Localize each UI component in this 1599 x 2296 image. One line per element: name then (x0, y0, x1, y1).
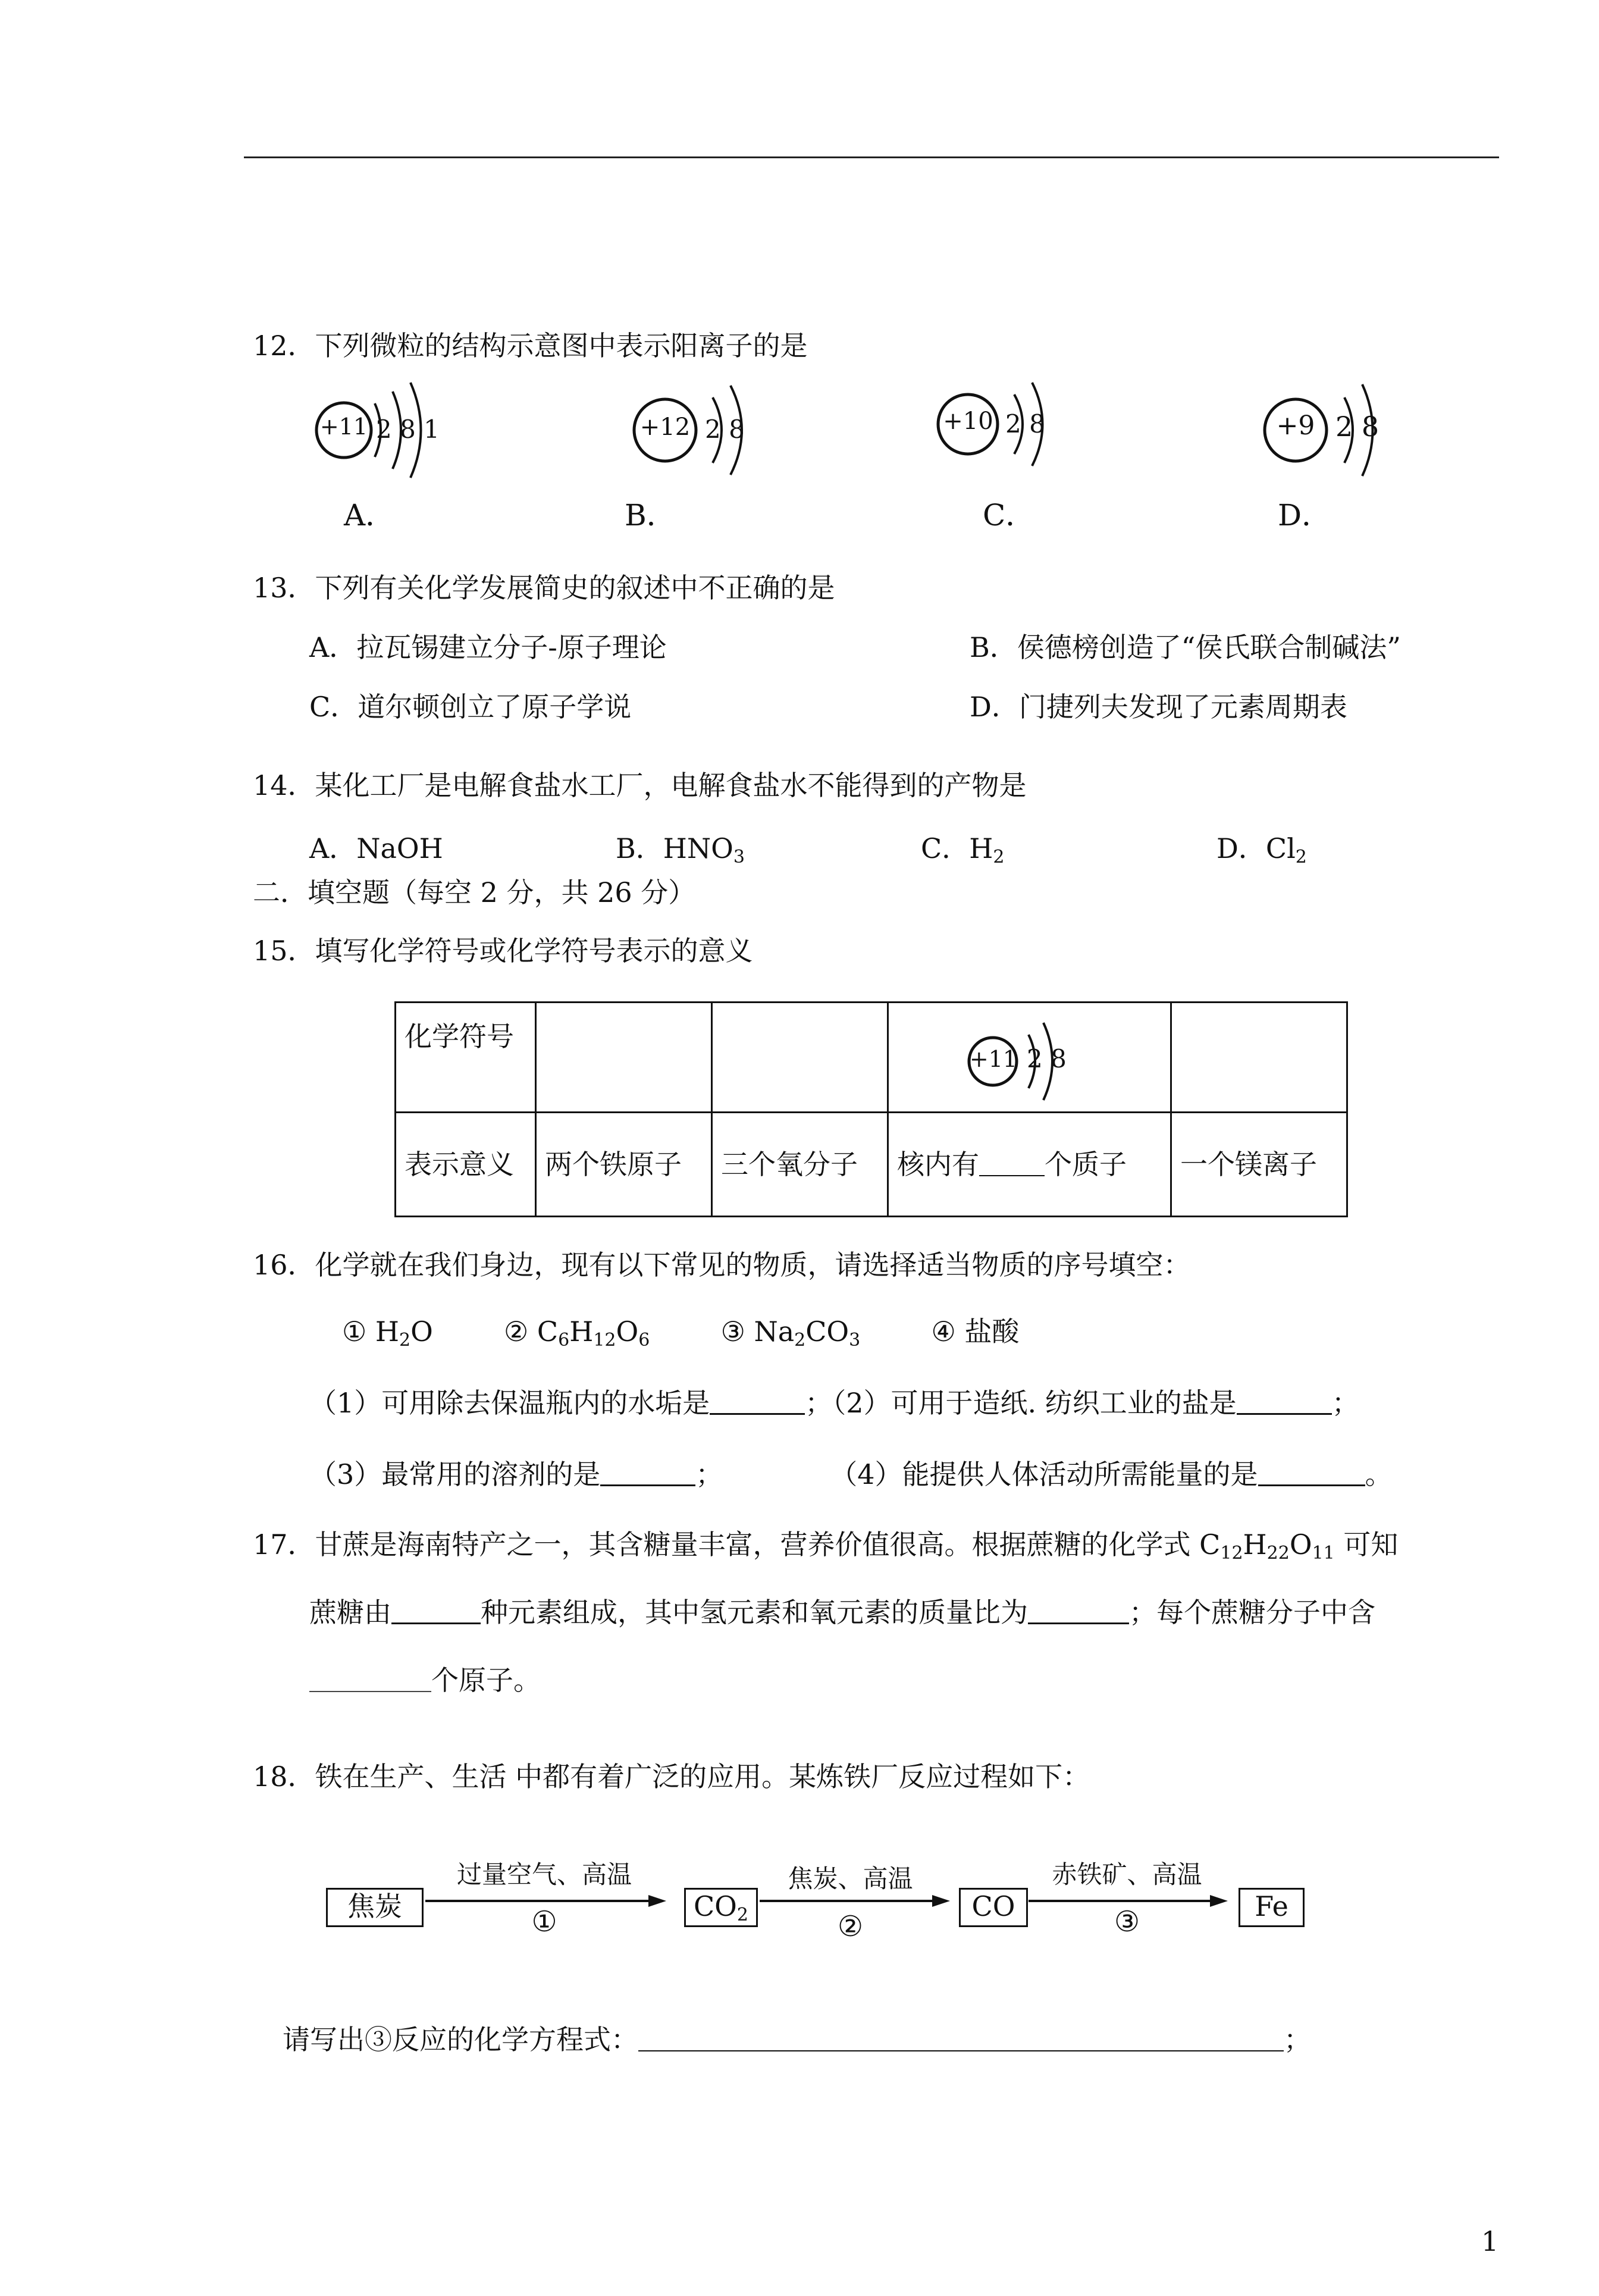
q14-c-sub: 2 (993, 847, 1005, 867)
nucleus-label-a: +11 (319, 414, 368, 440)
co2-text: CO (693, 1890, 737, 1922)
substance-2-h: H (569, 1315, 594, 1348)
q18-answer-line (283, 2023, 1311, 2056)
blank-q17-1[interactable] (391, 1599, 481, 1624)
q16-line2 (309, 1458, 1393, 1491)
q13-option-a[interactable]: A．拉瓦锡建立分子-原子理论 (309, 631, 667, 663)
arrow-2 (757, 1892, 953, 1910)
q15-stem: 15．填写化学符号或化学符号表示的意义 (253, 935, 753, 967)
sub: 12 (593, 1330, 616, 1351)
q14-option-d[interactable] (1217, 832, 1307, 874)
table-shells-label: 2 8 (1027, 1044, 1067, 1073)
q16-part4: （4）能提供人体活动所需能量的是 (830, 1458, 1258, 1490)
q13-option-b[interactable]: B．侯德榜创造了“侯氏联合制碱法” (970, 631, 1401, 663)
flow-box-co: CO (959, 1888, 1028, 1927)
q16-part3: （3）最常用的溶剂的是 (309, 1458, 601, 1490)
equation-blank[interactable] (638, 2026, 1284, 2051)
q16-line1 (309, 1386, 1359, 1420)
row2-header: 表示意义 (396, 1113, 536, 1217)
nucleus-label-d: +9 (1276, 411, 1315, 441)
substance-1: ① H (342, 1315, 399, 1348)
sub: 22 (1266, 1543, 1290, 1564)
table-nucleus-label: +11 (969, 1046, 1018, 1072)
meaning-cell-1: 两个铁原子 (536, 1113, 712, 1217)
q16-line2-end: 。 (1365, 1458, 1393, 1490)
flow-box-fe: Fe (1239, 1888, 1305, 1927)
q13-stem: 13．下列有关化学发展简史的叙述中不正确的是 (253, 572, 835, 604)
blank-q16-2[interactable] (1237, 1389, 1332, 1415)
row1-header: 化学符号 (396, 1003, 536, 1113)
q17-o: O (1289, 1528, 1312, 1561)
q13-option-c[interactable]: C．道尔顿创立了原子学说 (309, 691, 632, 723)
q18-stem: 18．铁在生产、生活 中都有着广泛的应用。某炼铁厂反应过程如下： (253, 1761, 1090, 1793)
co2-sub: 2 (736, 1905, 748, 1925)
arrow1-top-label: 过量空气、高温 (456, 1860, 632, 1889)
sub: 12 (1220, 1543, 1243, 1564)
sub: 11 (1312, 1543, 1335, 1564)
option-letter-c: C． (983, 498, 1036, 533)
shells-label-c: 2 8 (1005, 409, 1045, 438)
symbol-cell-1[interactable] (536, 1003, 712, 1113)
q13-option-d[interactable]: D．门捷列夫发现了元素周期表 (970, 691, 1347, 723)
page-number: 1 (1481, 2225, 1499, 2257)
substance-2-o: O (616, 1315, 639, 1348)
substance-1-end: O (410, 1315, 433, 1348)
arrow3-top-label: 赤铁矿、高温 (1052, 1860, 1202, 1889)
blank-q17-3[interactable] (309, 1667, 431, 1692)
symbol-cell-3 (888, 1003, 1171, 1113)
option-letter-a: A． (344, 498, 396, 533)
symbol-cell-2[interactable] (712, 1003, 888, 1113)
shells-label-b: 2 8 (705, 415, 745, 444)
meaning-3-suffix: 个质子 (1045, 1148, 1127, 1180)
meaning-cell-4: 一个镁离子 (1171, 1113, 1347, 1217)
substance-3-co: CO (805, 1315, 849, 1348)
sub: 6 (558, 1330, 570, 1351)
option-letter-d: D． (1278, 498, 1332, 533)
q17-h: H (1243, 1528, 1267, 1561)
header-rule (244, 156, 1499, 158)
q17-text2: 蔗糖由 (309, 1596, 391, 1628)
sub: 2 (794, 1330, 806, 1351)
symbol-cell-4[interactable] (1171, 1003, 1347, 1113)
q16-line1-end: ； (1331, 1387, 1359, 1419)
option-letter-b: B． (625, 498, 676, 533)
q12-stem: 12．下列微粒的结构示意图中表示阳离子的是 (253, 330, 808, 362)
q14-stem: 14．某化工厂是电解食盐水工厂，电解食盐水不能得到的产物是 (253, 769, 1027, 801)
shells-label-d: 2 8 (1335, 411, 1379, 443)
meaning-3-prefix: 核内有 (897, 1148, 979, 1180)
q17-line2 (309, 1596, 1375, 1629)
blank-q16-1[interactable] (710, 1389, 805, 1415)
q16-stem: 16．化学就在我们身边，现有以下常见的物质，请选择适当物质的序号填空： (253, 1249, 1191, 1281)
substance-3: ③ Na (720, 1315, 795, 1348)
q17-text3: 种元素组成，其中氢元素和氧元素的质量比为 (481, 1596, 1028, 1628)
q17-text1-end: 可知 (1334, 1528, 1399, 1561)
shells-label-a: 2 8 1 (376, 415, 440, 444)
q16-part1: （1）可用除去保温瓶内的水垢是 (309, 1387, 710, 1419)
q17-text4: ；每个蔗糖分子中含 (1129, 1596, 1375, 1628)
q18-answer-prompt: 请写出③反应的化学方程式： (283, 2024, 638, 2056)
sub: 3 (849, 1330, 861, 1351)
q14-b-text: B．HNO (616, 832, 733, 864)
symbol-table (394, 1001, 1348, 1217)
q16-substance-list (342, 1315, 1019, 1357)
blank-q16-3[interactable] (600, 1461, 695, 1486)
q14-option-b[interactable] (616, 832, 745, 874)
flow-box-coke: 焦炭 (326, 1888, 424, 1927)
q16-part3-end: ； (695, 1458, 723, 1490)
section-heading: 二．填空题（每空 2 分，共 26 分） (253, 876, 696, 909)
q14-c-text: C．H (921, 832, 993, 864)
q14-d-text: D．Cl (1217, 832, 1296, 864)
sub: 2 (399, 1330, 411, 1351)
substance-4: ④ 盐酸 (931, 1315, 1020, 1348)
arrow1-bottom-label: ① (531, 1905, 557, 1938)
meaning-cell-2: 三个氧分子 (712, 1113, 888, 1217)
q14-d-sub: 2 (1295, 847, 1307, 867)
q16-part2: ；（2）可用于造纸. 纺织工业的盐是 (805, 1387, 1237, 1419)
substance-2: ② C (504, 1315, 559, 1348)
q17-line1 (253, 1528, 1398, 1570)
q14-option-a[interactable]: A．NaOH (309, 832, 443, 864)
arrow2-top-label: 焦炭、高温 (788, 1864, 913, 1893)
arrow3-bottom-label: ③ (1114, 1905, 1140, 1938)
sub: 6 (638, 1330, 650, 1351)
q14-option-c[interactable] (921, 832, 1004, 874)
nucleus-label-b: +12 (639, 414, 691, 441)
blank-q16-4[interactable] (1258, 1461, 1365, 1486)
arrow2-bottom-label: ② (837, 1910, 864, 1943)
q18-answer-end: ； (1284, 2024, 1311, 2056)
blank-q17-2[interactable] (1028, 1599, 1129, 1624)
q17-text5: 个原子。 (431, 1664, 541, 1696)
proton-count-blank[interactable] (979, 1151, 1045, 1176)
q14-b-sub: 3 (733, 847, 745, 867)
meaning-cell-3 (888, 1113, 1171, 1217)
q17-line3 (309, 1664, 541, 1697)
q17-text1: 17．甘蔗是海南特产之一，其含糖量丰富，营养价值很高。根据蔗糖的化学式 C (253, 1528, 1221, 1561)
nucleus-label-c: +10 (943, 408, 993, 435)
flow-box-co2 (684, 1888, 758, 1927)
